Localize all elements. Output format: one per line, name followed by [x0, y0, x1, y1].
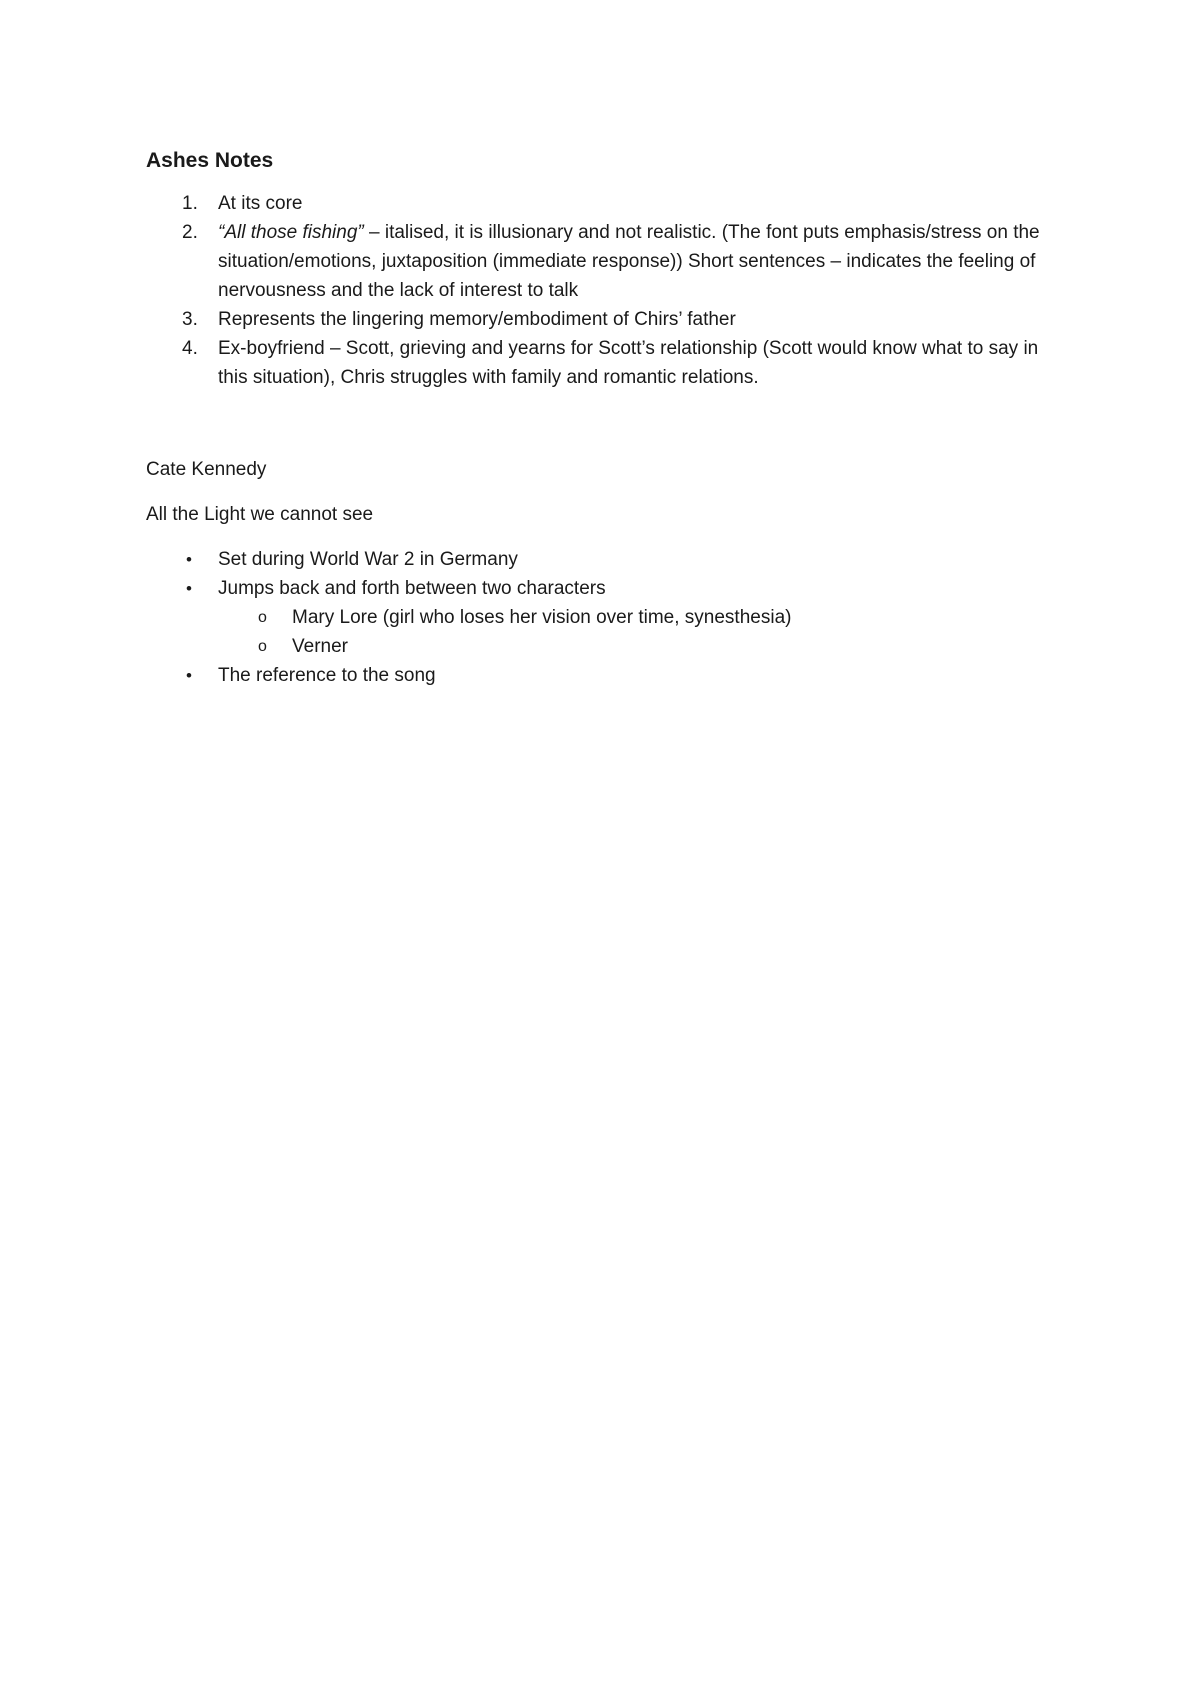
bullet-icon: •	[186, 579, 192, 598]
list-item-text: The reference to the song	[218, 665, 436, 686]
list-number: 3.	[182, 309, 198, 330]
list-item	[146, 334, 1066, 392]
document-body	[146, 146, 1066, 690]
numbered-notes-list	[146, 189, 1066, 392]
book-title: All the Light we cannot see	[146, 504, 374, 525]
list-item-text: Ex-boyfriend – Scott, grieving and yearns for Scott’s relationship (Scott would know what to say in this situation), Chris struggles with family and romantic relations.	[218, 338, 1039, 388]
bullet-icon: •	[186, 550, 192, 569]
circle-bullet-icon: o	[258, 638, 267, 655]
circle-bullet-icon: o	[258, 609, 267, 626]
sub-list-item	[146, 603, 1066, 632]
list-item	[146, 189, 1066, 218]
sub-list-item-text: Verner	[292, 636, 348, 657]
list-item-text: Jumps back and forth between two characters	[218, 578, 606, 599]
sub-bullet-list	[218, 603, 1066, 661]
list-number: 4.	[182, 338, 198, 359]
list-item-text: – italised, it is illusionary and not realistic. (The font puts emphasis/stress on the situation/emotions, juxtaposition (immediate response)) Short sentences – indicates the feeling of nervousness and the lack of interest to talk	[218, 222, 1040, 301]
page-title: Ashes Notes	[146, 149, 274, 172]
sub-list-item-text: Mary Lore (girl who loses her vision over time, synesthesia)	[292, 607, 792, 628]
list-item	[146, 574, 1066, 661]
sub-list-item	[146, 632, 1066, 661]
list-item-text: Set during World War 2 in Germany	[218, 549, 518, 570]
list-item	[146, 545, 1066, 574]
list-item-text: At its core	[218, 193, 303, 214]
list-item	[146, 218, 1066, 305]
list-item	[146, 661, 1066, 690]
list-number: 2.	[182, 222, 198, 243]
bullet-icon: •	[186, 666, 192, 685]
italic-quote: “All those fishing”	[218, 222, 364, 243]
section-spacer	[146, 392, 1066, 455]
bullet-list	[146, 545, 1066, 690]
list-item	[146, 305, 1066, 334]
author-name: Cate Kennedy	[146, 459, 267, 480]
list-item-text: Represents the lingering memory/embodiment of Chirs’ father	[218, 309, 736, 330]
list-number: 1.	[182, 193, 198, 214]
